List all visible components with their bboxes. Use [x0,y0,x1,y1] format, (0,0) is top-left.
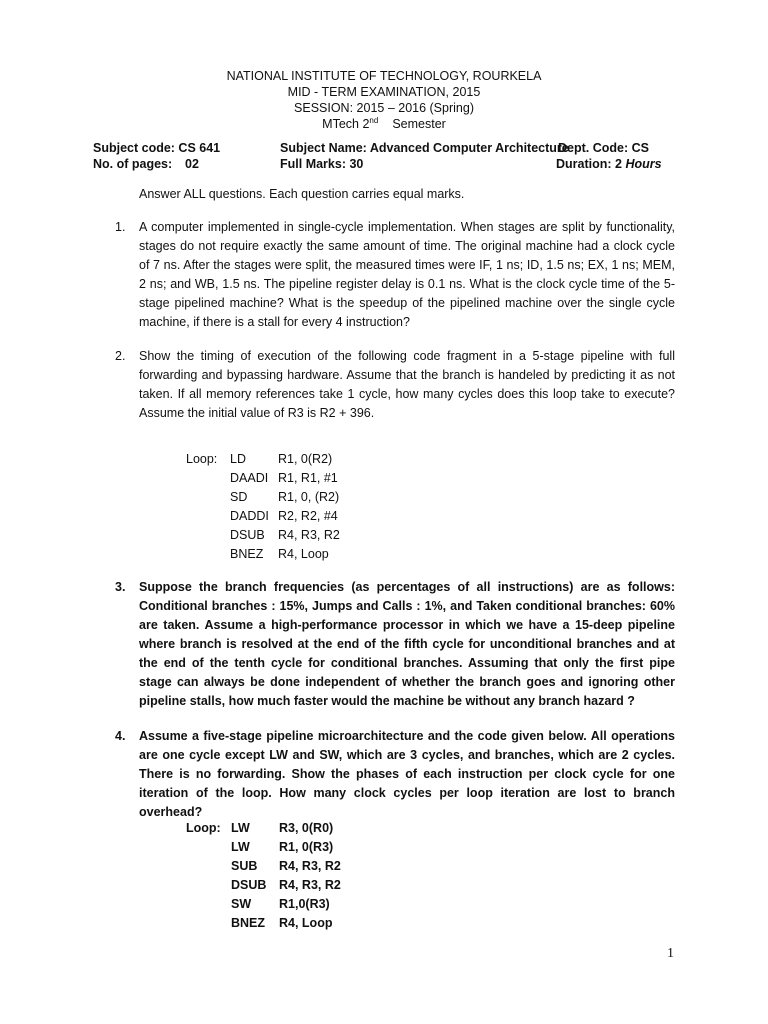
subject-code: Subject code: CS 641 [93,141,221,155]
code-block-1 [186,450,386,564]
question-text: Show the timing of execution of the following code fragment in a 5-stage pipeline with full forwarding and bypassing hardware. Assume that the branch is handeled by predicting it as not taken. If all memory references take 1 cycle, how many cycles does this loop take to execute? Assume the initial value of R3 is R2 + 396. [139,349,675,420]
question-1 [115,218,675,332]
code-args: R1,0(R3) [279,897,330,911]
code-line [186,819,386,838]
semester-label: Semester [392,117,446,131]
code-line [186,488,386,507]
duration-label: Duration: 2 [556,157,622,171]
code-args: R4, R3, R2 [278,528,340,542]
code-op: LW [231,821,250,835]
code-args: R3, 0(R0) [279,821,334,835]
code-block-2 [186,819,386,933]
code-op: SW [231,897,252,911]
code-label: Loop: [186,821,221,835]
question-text: Assume a five-stage pipeline microarchitecture and the code given below. All operations are one cycle except LW and SW, which are 3 cycles, and branches, which are 2 cycles. There is no forwarding. Show the phases of each instruction per clock cycle for one iteration of the loop. How many clock cycles per loop iteration are lost to branch overhead? [139,729,675,819]
code-args: R4, R3, R2 [279,859,341,873]
code-op: DSUB [231,878,267,892]
code-op: LD [230,452,246,466]
code-line [186,895,386,914]
question-text: Suppose the branch frequencies (as percentages of all instructions) are as follows: Conditional branches : 15%, Jumps and Calls : 1%, and Taken conditional branches: 60% are taken. Assume a high-performance processor in which we have a 15-deep pipeline where branch is resolved at the end of the fifth cycle for unconditional branches and at the end of the tenth cycle for conditional branches. Assuming that only the first pipe stage can always be done independent of whether the branch goes and ignoring other pipeline stalls, how much faster would the machine be without any branch hazard ? [139,580,675,708]
code-args: R2, R2, #4 [278,509,338,523]
code-op: DAADI [230,471,269,485]
question-number: 2. [115,349,126,363]
code-args: R1, R1, #1 [278,471,338,485]
code-line [186,469,386,488]
code-line [186,450,386,469]
code-label: Loop: [186,452,218,466]
page-number: 1 [667,946,674,961]
institute-title: NATIONAL INSTITUTE OF TECHNOLOGY, ROURKELA [226,69,542,83]
question-number: 3. [115,580,126,594]
code-line [186,838,386,857]
program-line [0,116,768,132]
code-op: DSUB [230,528,265,542]
code-op: SD [230,490,248,504]
program-ordinal: nd [369,115,379,125]
question-number: 4. [115,729,126,743]
pages-value: 02 [185,157,199,171]
dept-code: Dept. Code: CS [558,141,649,155]
program-label: MTech 2 [322,117,370,131]
code-args: R1, 0, (R2) [278,490,340,504]
subject-name: Subject Name: Advanced Computer Architecture [280,141,569,155]
question-text: A computer implemented in single-cycle implementation. When stages are split by functionality, stages do not require exactly the same amount of time. The original machine had a clock cycle of 7 ns. After the stages were split, the measured times were IF, 1 ns; ID, 1.5 ns; EX, 1 ns; MEM, 2 ns; and WB, 1.5 ns. The pipeline register delay is 0.1 ns. What is the clock cycle time of the 5-stage pipelined machine? What is the speedup of the pipelined machine over the single cycle machine, if there is a stall for every 4 instruction? [139,220,675,329]
code-line [186,914,386,933]
code-args: R4, R3, R2 [279,878,341,892]
code-line [186,507,386,526]
full-marks: Full Marks: 30 [280,157,364,171]
pages-label: No. of pages: [93,157,173,171]
session-line: SESSION: 2015 – 2016 (Spring) [294,101,474,115]
question-3 [115,578,675,711]
code-op: LW [231,840,250,854]
code-line [186,526,386,545]
code-line [186,545,386,564]
question-2 [115,347,675,423]
instructions: Answer ALL questions. Each question carries equal marks. [139,187,465,201]
code-op: BNEZ [230,547,264,561]
exam-title: MID - TERM EXAMINATION, 2015 [287,85,481,99]
code-line [186,876,386,895]
duration [556,156,662,172]
code-op: SUB [231,859,258,873]
code-op: DADDI [230,509,269,523]
duration-unit: Hours [625,157,662,171]
question-number: 1. [115,220,126,234]
code-args: R4, Loop [278,547,329,561]
code-op: BNEZ [231,916,266,930]
code-args: R1, 0(R3) [279,840,334,854]
code-line [186,857,386,876]
question-4 [115,727,675,822]
code-args: R1, 0(R2) [278,452,333,466]
code-args: R4, Loop [279,916,333,930]
